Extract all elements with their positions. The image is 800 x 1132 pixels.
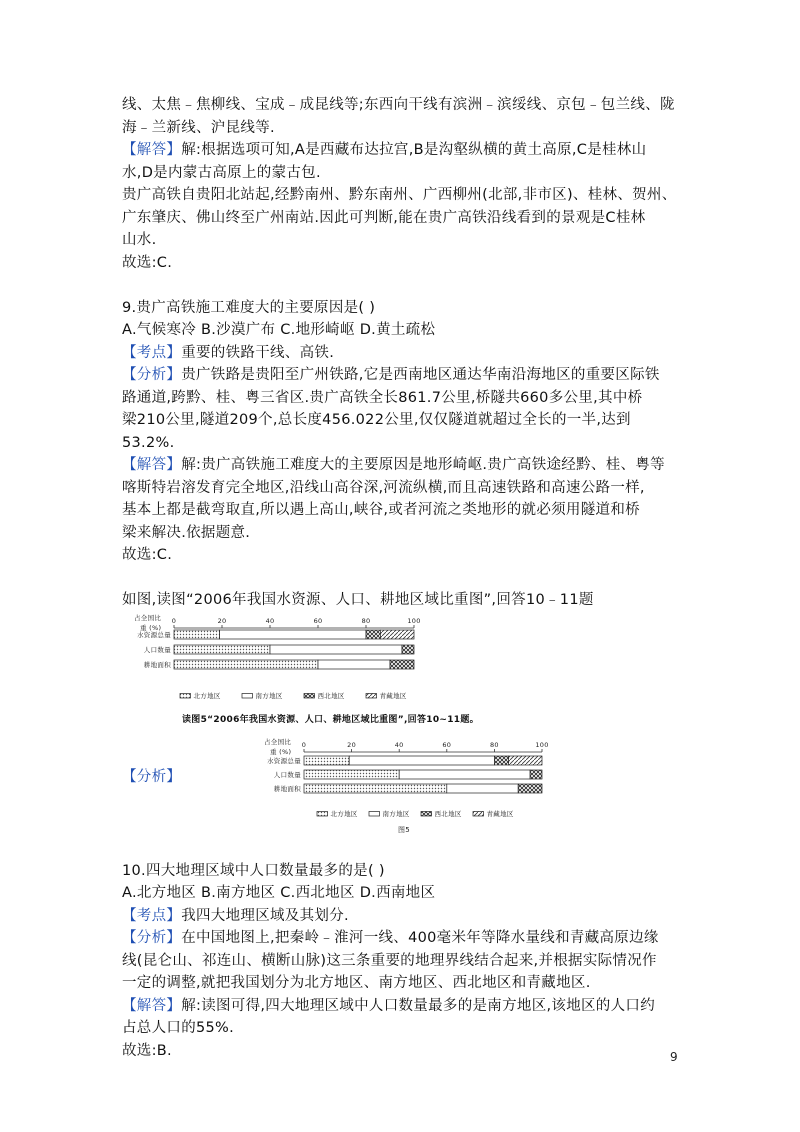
small-chart <box>122 612 682 702</box>
legend-swatch <box>242 693 253 698</box>
category-label: 人口数量 <box>273 770 301 779</box>
bar-segment <box>509 756 542 765</box>
text-line: 基本上都是截弯取直,所以遇上高山,峡谷,或者河流之类地形的就必须用隧道和桥 <box>122 502 640 518</box>
text-line: 【考点】我四大地理区域及其划分. <box>122 907 349 924</box>
legend-swatch <box>317 811 328 816</box>
legend-swatch <box>180 693 191 698</box>
text-line: 【分析】在中国地图上,把秦岭﹣淮河一线、400毫米年等降水量线和青藏高原边缘 <box>122 930 659 946</box>
category-label: 人口数量 <box>143 645 171 654</box>
jieda-tag: 【解答】 <box>122 997 182 1014</box>
tick-label: 40 <box>265 616 275 625</box>
text-line: 【分析】贵广铁路是贵阳至广州铁路,它是西南地区通达华南沿海地区的重要区际铁 <box>122 367 660 383</box>
text-line: 广东肇庆、佛山终至广州南站.因此可判断,能在贵广高铁沿线看到的景观是C桂林 <box>122 209 646 226</box>
tick-label: 40 <box>394 740 404 749</box>
text-line: 梁来解决.依据题意. <box>122 524 251 541</box>
category-label: 耕地面积 <box>273 784 301 793</box>
tick-label: 100 <box>407 616 421 625</box>
document-page <box>122 94 682 1062</box>
bar-segment <box>390 660 414 669</box>
legend-label: 南方地区 <box>382 809 410 818</box>
fenxi-tag: 【分析】 <box>122 367 182 383</box>
bar-segment <box>447 784 518 793</box>
tick-label: 0 <box>171 616 177 625</box>
text-line: 喀斯特岩溶发育完全地区,沿线山高谷深,河流纵横,而且高速铁路和高速公路一样, <box>122 479 645 496</box>
answer-choice: 故选:C. <box>122 547 173 563</box>
legend-label: 青藏地区 <box>379 691 407 700</box>
answer-tag: 【解答】 <box>122 142 182 158</box>
bar-segment <box>402 645 414 654</box>
bar-segment <box>304 784 447 793</box>
bar-segment <box>318 660 390 669</box>
fenxi-tag: 【分析】 <box>122 930 182 946</box>
kaodian-tag: 【考点】 <box>122 344 182 361</box>
figure-label: 图5 <box>397 825 411 834</box>
question-options: A.北方地区 B.南方地区 C.西北地区 D.西南地区 <box>122 885 436 901</box>
tick-label: 20 <box>217 616 227 625</box>
text-line: 路通道,跨黔、桂、粤三省区.贵广高铁全长861.7公里,桥隧共660多公里,其中桥 <box>122 389 643 406</box>
text-line: 线、太焦﹣焦柳线、宝成﹣成昆线等;东西向干线有滨洲﹣滨绥线、京包﹣包兰线、陇 <box>122 97 675 113</box>
legend-swatch <box>369 811 380 816</box>
bar-segment <box>174 630 220 639</box>
axis-label: 占全国比 <box>264 737 292 746</box>
page-number: 9 <box>670 1050 678 1064</box>
bar-segment <box>349 756 494 765</box>
category-label: 水资源总量 <box>137 630 171 639</box>
axis-label: 重 (%) <box>140 623 162 632</box>
category-label: 水资源总量 <box>267 756 301 765</box>
text-line: 一定的调整,就把我国划分为北方地区、南方地区、西北地区和青藏地区. <box>122 975 591 991</box>
question-options: A.气候寒冷 B.沙漠广布 C.地形崎岖 D.黄土疏松 <box>122 322 436 338</box>
legend-swatch <box>473 811 484 816</box>
text-line: 【考点】重要的铁路干线、高铁. <box>122 344 335 361</box>
bar-segment <box>220 630 366 639</box>
legend-label: 青藏地区 <box>486 809 514 818</box>
legend-label: 北方地区 <box>193 691 221 700</box>
fenxi-label: 【分析】 <box>122 768 182 785</box>
text-line: 梁210公里,隧道209个,总长度456.022公里,仅仅隧道就超过全长的一半,达到 <box>122 412 631 428</box>
bar-segment <box>304 770 399 779</box>
text-line: 【解答】解:读图可得,四大地理区域中人口数量最多的是南方地区,该地区的人口约 <box>122 997 656 1014</box>
chart-intro: 如图,读图“2006年我国水资源、人口、耕地区域比重图”,回答10﹣11题 <box>122 592 594 608</box>
legend-label: 西北地区 <box>317 691 345 700</box>
legend-label: 南方地区 <box>255 691 283 700</box>
bar-segment <box>174 645 270 654</box>
stacked-bar-chart-small <box>122 612 422 702</box>
stacked-bar-chart-large <box>182 712 622 842</box>
text-line: 占总人口的55%. <box>122 1020 235 1036</box>
bar-segment <box>366 630 380 639</box>
bar-segment <box>304 756 349 765</box>
tick-label: 80 <box>489 740 499 749</box>
tick-label: 80 <box>361 616 371 625</box>
text-line: 贵广高铁自贵阳北站起,经黔南州、黔东南州、广西柳州(北部,非市区)、桂林、贺州、 <box>122 187 677 203</box>
bar-segment <box>380 630 414 639</box>
bar-segment <box>494 756 508 765</box>
axis-label: 重 (%) <box>270 747 292 756</box>
tick-label: 60 <box>313 616 323 625</box>
jieda-tag: 【解答】 <box>122 457 182 473</box>
kaodian-tag: 【考点】 <box>122 907 182 924</box>
tick-label: 0 <box>301 740 307 749</box>
axis-label: 占全国比 <box>134 613 162 622</box>
legend-label: 北方地区 <box>330 809 358 818</box>
text-line: 【解答】解:根据选项可知,A是西藏布达拉宫,B是沟壑纵横的黄土高原,C是桂林山 <box>122 142 647 158</box>
question-stem: 9.贵广高铁施工难度大的主要原因是( ) <box>122 299 376 316</box>
tick-label: 100 <box>535 740 549 749</box>
text-line: 53.2%. <box>122 434 175 451</box>
answer-choice: 故选:B. <box>122 1042 172 1059</box>
bar-segment <box>270 645 402 654</box>
text-line: 山水. <box>122 232 157 248</box>
legend-swatch <box>366 693 377 698</box>
chart-caption: 读图5“2006年我国水资源、人口、耕地区域比重图”,回答10~11题。 <box>182 714 479 725</box>
text-line: 【解答】解:贵广高铁施工难度大的主要原因是地形崎岖.贵广高铁途经黔、桂、粤等 <box>122 457 665 473</box>
bar-segment <box>174 660 318 669</box>
bar-segment <box>530 770 542 779</box>
text-line: 线(昆仑山、祁连山、横断山脉)这三条重要的地理界线结合起来,并根据实际情况作 <box>122 952 657 969</box>
legend-swatch <box>304 693 315 698</box>
legend-swatch <box>421 811 432 816</box>
answer-choice: 故选:C. <box>122 254 173 271</box>
bar-segment <box>518 784 542 793</box>
legend-label: 西北地区 <box>434 809 462 818</box>
tick-label: 20 <box>347 740 357 749</box>
large-chart-block <box>122 712 682 842</box>
tick-label: 60 <box>442 740 452 749</box>
bar-segment <box>399 770 530 779</box>
text-line: 水,D是内蒙古高原上的蒙古包. <box>122 164 321 181</box>
text-line: 海﹣兰新线、沪昆线等. <box>122 119 275 136</box>
category-label: 耕地面积 <box>143 660 171 669</box>
question-stem: 10.四大地理区域中人口数量最多的是( ) <box>122 862 385 879</box>
